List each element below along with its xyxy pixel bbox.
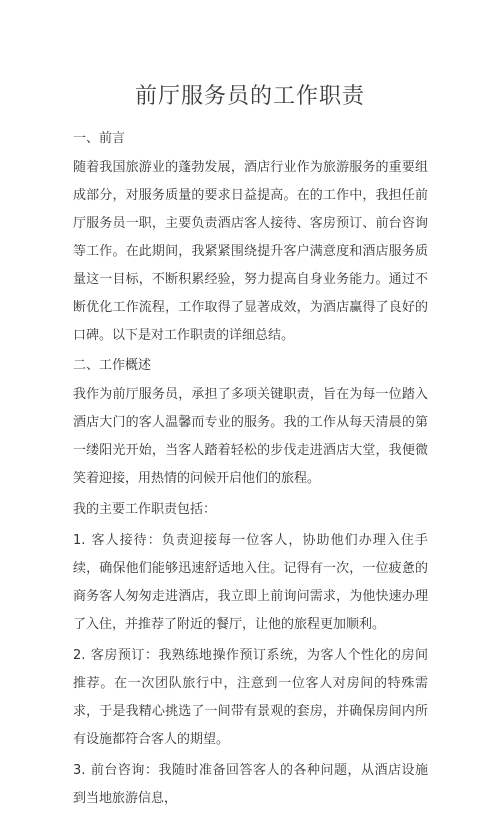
section-heading-preface: 一、前言	[73, 131, 126, 146]
section-heading-overview: 二、工作概述	[73, 358, 152, 373]
document-body	[73, 126, 428, 816]
duty-item-booking	[73, 642, 428, 754]
duty-number: 2.	[73, 648, 86, 663]
duty-number: 3.	[73, 763, 86, 778]
overview-paragraph: 我作为前厅服务员，承担了多项关键职责，旨在为每一位踏入酒店大门的客人温馨而专业的服务。我的工作从每天清晨的第一缕阳光开始，当客人踏着轻松的步伐走进酒店大堂，我便微笑着迎接，用热情的问候开启他们的旅程。	[73, 387, 428, 486]
duties-intro: 我的主要工作职责包括：	[73, 502, 217, 517]
duty-text: 客房预订：我熟练地操作预订系统，为客人个性化的房间推荐。在一次团队旅行中，注意到一位客人对房间的特殊需求，于是我精心挑选了一间带有景观的套房，并确保房间内所有设施都符合客人的期望。	[73, 648, 428, 747]
duty-text: 前台咨询：我随时准备回答客人的各种问题，从酒店设施到当地旅游信息，	[73, 763, 428, 806]
document-title: 前厅服务员的工作职责	[134, 84, 365, 109]
preface-paragraph: 随着我国旅游业的蓬勃发展，酒店行业作为旅游服务的重要组成部分，对服务质量的要求日益提高。在的工作中，我担任前厅服务员一职，主要负责酒店客人接待、客房预订、前台咨询等工作。在此期间，我紧紧围绕提升客户满意度和酒店服务质量这一目标，不断积累经验，努力提高自身业务能力。通过不断优化工作流程，工作取得了显著成效，为酒店赢得了良好的口碑。以下是对工作职责的详细总结。	[73, 160, 428, 343]
duty-item-reception	[73, 527, 428, 639]
duty-item-consulting	[73, 757, 428, 813]
duty-text: 客人接待：负责迎接每一位客人，协助他们办理入住手续，确保他们能够迅速舒适地入住。记得有一次，一位疲惫的商务客人匆匆走进酒店，我立即上前询问需求，为他快速办理了入住，并推荐了附近的餐厅，让他的旅程更加顺利。	[73, 533, 428, 632]
duty-number: 1.	[73, 533, 86, 548]
